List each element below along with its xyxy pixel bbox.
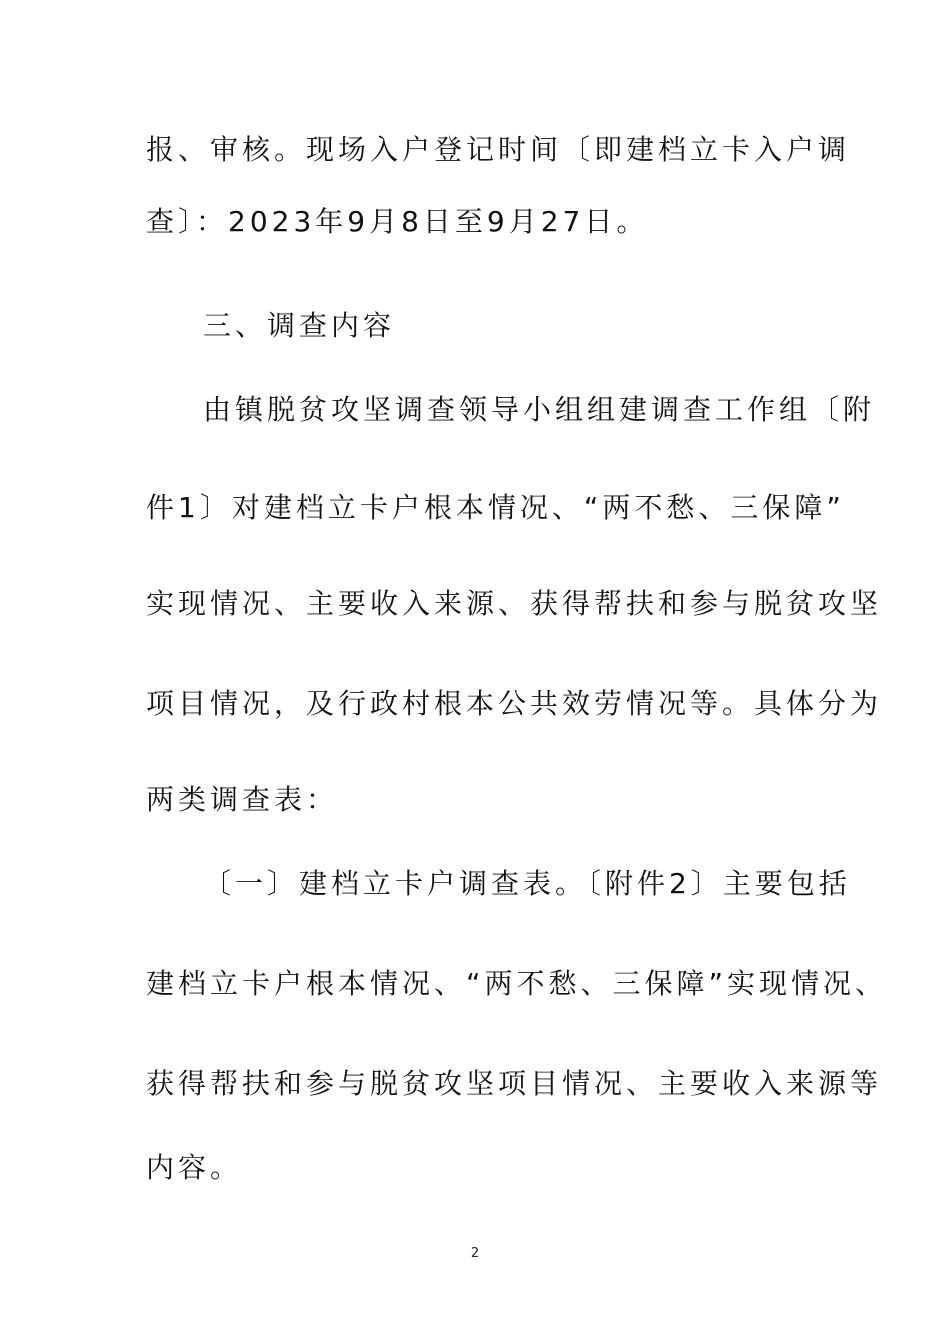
paragraph-line: 实现情况、主要收入来源、获得帮扶和参与脱贫攻坚 bbox=[146, 587, 883, 620]
paragraph-line: 件1〕对建档立卡户根本情况、“两不愁、三保障” bbox=[146, 491, 845, 524]
page-number: 2 bbox=[470, 1246, 480, 1261]
paragraph-line: 报、审核。现场入户登记时间〔即建档立卡入户调 bbox=[146, 133, 851, 166]
paragraph-line: 〔一〕建档立卡户调查表。〔附件2〕主要包括 bbox=[203, 867, 851, 900]
paragraph-line: 获得帮扶和参与脱贫攻坚项目情况、主要收入来源等 bbox=[146, 1067, 883, 1100]
paragraph-line: 两类调查表： bbox=[146, 783, 339, 816]
paragraph-line: 由镇脱贫攻坚调查领导小组组建调查工作组〔附 bbox=[203, 393, 876, 426]
paragraph-line: 查〕：2023年9月8日至9月27日。 bbox=[146, 205, 649, 238]
paragraph-line: 项目情况，及行政村根本公共效劳情况等。具体分为 bbox=[146, 687, 883, 720]
section-heading: 三、调查内容 bbox=[203, 309, 396, 342]
paragraph-line: 建档立卡户根本情况、“两不愁、三保障”实现情况、 bbox=[146, 967, 888, 1000]
paragraph-line: 内容。 bbox=[146, 1151, 243, 1184]
